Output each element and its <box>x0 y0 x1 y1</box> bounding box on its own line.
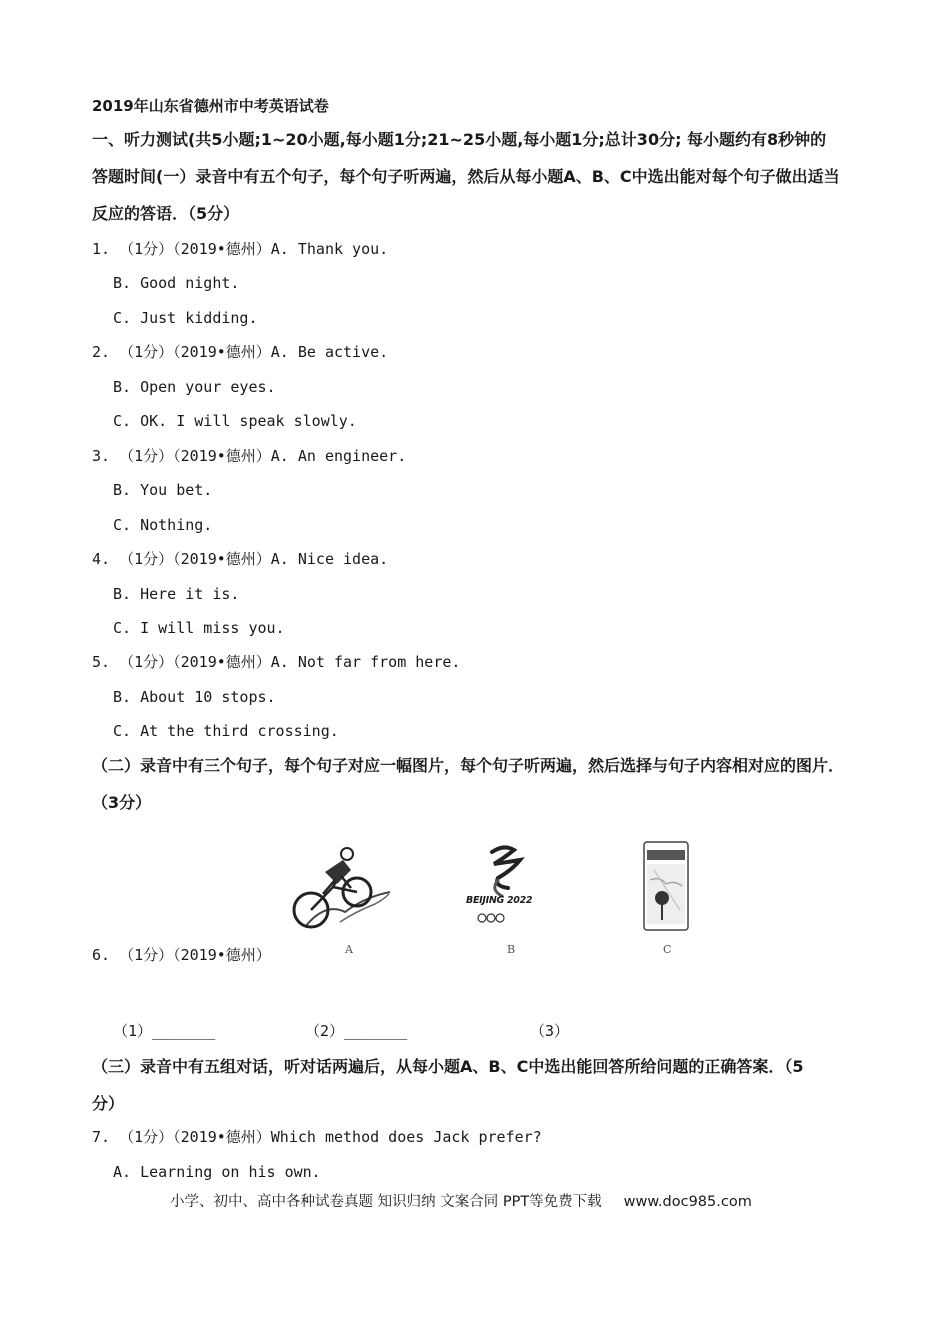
question-7-option-a: A. Learning on his own. <box>113 1163 321 1181</box>
question-7-stem: 7. （1分）（2019•德州）Which method does Jack prefer? <box>92 1128 542 1146</box>
section3-heading-line2: 分） <box>92 1094 125 1113</box>
figure-a <box>285 842 395 937</box>
figure-b <box>464 840 544 930</box>
question-1-stem: 1. （1分）（2019•德州）A. Thank you. <box>92 240 389 258</box>
question-4-option-c: C. I will miss you. <box>113 619 285 637</box>
question-5-option-c: C. At the third crossing. <box>113 722 339 740</box>
blank-1[interactable]: （1）_______ <box>113 1022 216 1040</box>
footer <box>170 1190 752 1211</box>
phone-map-icon <box>640 840 692 932</box>
question-2-option-b: B. Open your eyes. <box>113 378 276 396</box>
figure-c-label: C <box>663 943 672 956</box>
blank-2[interactable]: （2）_______ <box>305 1022 408 1040</box>
question-6-stem: 6. （1分）（2019•德州） <box>92 946 271 964</box>
question-1-option-c: C. Just kidding. <box>113 309 258 327</box>
section2-heading-line1: （二）录音中有三个句子，每个句子对应一幅图片，每个句子听两遍，然后选择与句子内容相对应的图片． <box>92 756 845 775</box>
question-1-option-b: B. Good night. <box>113 274 240 292</box>
question-3-option-c: C. Nothing. <box>113 516 213 534</box>
question-4-stem: 4. （1分）（2019•德州）A. Nice idea. <box>92 550 389 568</box>
section1-heading-line3: 反应的答语．（5分） <box>92 204 240 223</box>
page-title: 2019年山东省德州市中考英语试卷 <box>92 97 329 115</box>
section1-heading-line2: 答题时间(一）录音中有五个句子，每个句子听两遍，然后从每小题A、B、C中选出能对每个句子做出适当 <box>92 167 840 186</box>
question-4-option-b: B. Here it is. <box>113 585 240 603</box>
question-5-option-b: B. About 10 stops. <box>113 688 276 706</box>
question-5-stem: 5. （1分）（2019•德州）A. Not far from here. <box>92 653 461 671</box>
question-3-option-b: B. You bet. <box>113 481 213 499</box>
blank-3[interactable]: （3） <box>530 1022 570 1040</box>
cyclist-icon <box>285 842 395 937</box>
question-2-stem: 2. （1分）（2019•德州）A. Be active. <box>92 343 389 361</box>
section1-heading-line1: 一、听力测试(共5小题;1~20小题,每小题1分;21~25小题,每小题1分;总计30分; 每小题约有8秒钟的 <box>92 130 827 149</box>
section3-heading-line1: （三）录音中有五组对话，听对话两遍后，从每小题A、B、C中选出能回答所给问题的正确答案．（5 <box>92 1057 804 1076</box>
beijing-2022-logo <box>464 840 544 930</box>
footer-url[interactable]: www.doc985.com <box>623 1194 752 1210</box>
figure-b-label: B <box>507 943 516 956</box>
figure-a-label: A <box>345 943 353 956</box>
beijing-2022-text: BEIJING 2022 <box>466 895 533 906</box>
question-2-option-c: C. OK. I will speak slowly. <box>113 412 357 430</box>
question-3-stem: 3. （1分）（2019•德州）A. An engineer. <box>92 447 407 465</box>
section2-heading-line2: （3分） <box>92 793 152 812</box>
footer-text: 小学、初中、高中各种试卷真题 知识归纳 文案合同 PPT等免费下载 <box>170 1194 602 1210</box>
figure-c <box>640 840 692 932</box>
